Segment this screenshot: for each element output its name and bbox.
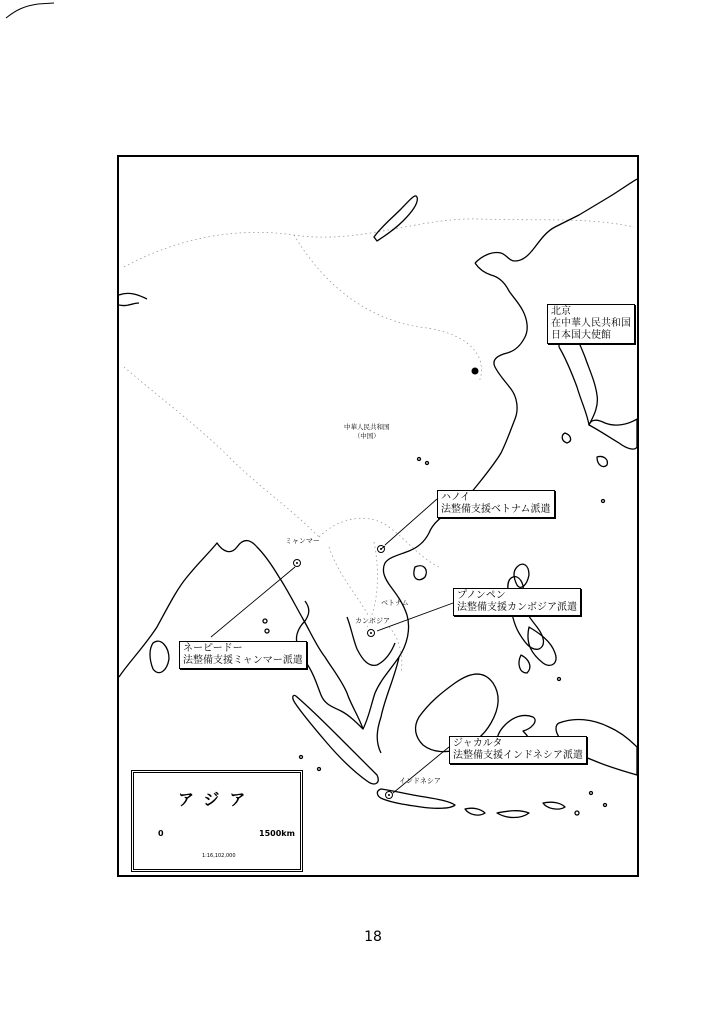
pen-stroke-mark bbox=[4, 0, 64, 20]
page-number: 18 bbox=[364, 929, 382, 945]
callout-line: 日本国大使館 bbox=[551, 330, 611, 341]
beijing-callout bbox=[547, 304, 635, 344]
naypyidaw-callout bbox=[179, 641, 307, 669]
hanoi-callout bbox=[437, 490, 555, 518]
callout-line: 法整備支援カンボジア派遣 bbox=[457, 602, 577, 613]
myanmar-label: ミャンマー bbox=[285, 537, 320, 545]
scale-min-label: 0 bbox=[158, 829, 164, 838]
callout-line: 北京 bbox=[551, 306, 571, 317]
china-country-label: 中華人民共和国 （中国） bbox=[344, 423, 390, 440]
callout-line: ジャカルタ bbox=[453, 738, 503, 749]
callout-line: ハノイ bbox=[441, 492, 471, 503]
jakarta-callout bbox=[449, 736, 587, 764]
scale-max-label: 1500km bbox=[259, 829, 295, 838]
cambodia-label: カンボジア bbox=[355, 617, 390, 625]
callout-line: 法整備支援インドネシア派遣 bbox=[453, 750, 583, 761]
beijing-marker bbox=[472, 368, 479, 375]
callout-line: 在中華人民共和国 bbox=[551, 318, 631, 329]
asia-outline-map bbox=[119, 157, 637, 875]
islands bbox=[150, 196, 637, 818]
indonesia-label: インドネシア bbox=[399, 777, 441, 785]
legend-title: アジア bbox=[178, 790, 256, 809]
vietnam-label: ベトナム bbox=[381, 599, 409, 607]
map-legend bbox=[131, 770, 303, 872]
scale-ratio-label: 1:16,102,000 bbox=[202, 853, 236, 859]
map-frame bbox=[117, 155, 639, 877]
callout-line: ネーピードー bbox=[183, 643, 243, 654]
callout-line: 法整備支援ベトナム派遣 bbox=[441, 504, 551, 515]
phnom-penh-callout bbox=[453, 588, 581, 616]
callout-line: 法整備支援ミャンマー派遣 bbox=[183, 655, 303, 666]
callout-line: プノンペン bbox=[457, 590, 506, 601]
